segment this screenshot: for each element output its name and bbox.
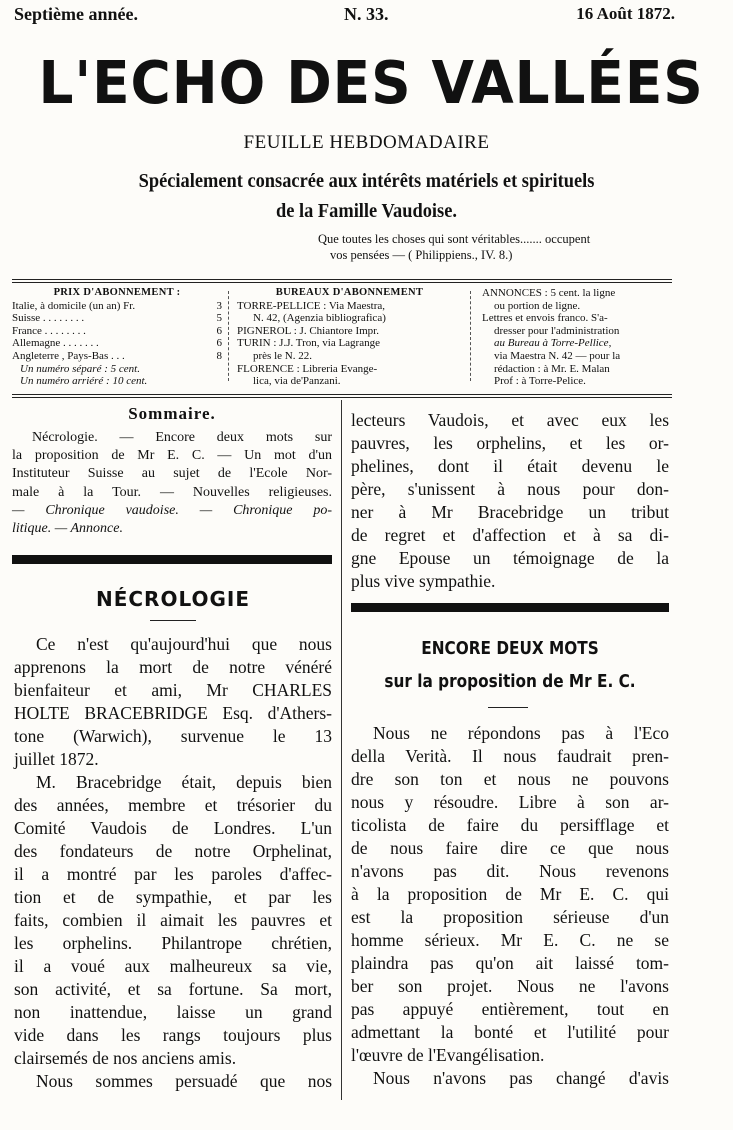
text-line: de nous faire dire ce que nous [351,838,669,858]
epigraph [318,231,590,263]
text-line: ner à Mr Bracebridge un tribut [351,502,669,522]
text-line: HOLTE BRACEBRIDGE Esq. d'Athers- [14,703,332,723]
text-line: pas appuyé entièrement, tout en [351,999,669,1019]
column-separator [228,291,229,381]
divider-rule [12,282,672,283]
text-line: non inattendue, laisse un grand [14,1002,332,1022]
necrologie-text [14,633,332,1093]
text-line: est la proposition sérieuse d'un [351,907,669,927]
newspaper-subtitle: FEUILLE HEBDOMADAIRE [243,132,490,153]
sommaire-line: Instituteur Suisse au sujet de l'Ecole Nor- [12,466,332,482]
text-line: della Verità. Il nous faudrait pren- [351,746,669,766]
text-line: plus vive sympathie. [351,571,496,591]
notice-line: ou portion de ligne. [494,299,581,312]
notice-line: dresser pour l'administration [494,324,620,337]
text-line: juillet 1872. [14,749,99,769]
text-line: ticolista de faire du persifflage et [351,815,669,835]
office-line: TORRE-PELLICE : Via Maestra, [237,299,386,312]
price-label: France . . . . . . . . [12,324,86,337]
notice-line: via Maestra N. 42 — pour la [494,349,621,362]
notice-line: rédaction : à Mr. E. Malan [494,362,610,375]
text-line: apprenons la mort de notre vénéré [14,657,332,677]
text-line: homme sérieux. Mr E. C. ne se [351,930,669,950]
office-line: FLORENCE : Libreria Evange- [237,362,378,375]
issue-year: Septième année. [14,4,138,24]
epigraph-line-2: vos pensées — ( Philippiens., IV. 8.) [330,248,513,262]
text-line: bienfaiteur et ami, Mr CHARLES [14,680,332,700]
text-line: M. Bracebridge était, depuis bien [36,772,332,792]
prices-title: PRIX D'ABONNEMENT : [53,287,181,298]
price-value: 5 [216,312,222,325]
text-line: vide dans les rangs toujours plus [14,1025,332,1045]
text-line: n'avons pas dit. Nous revenons [351,861,669,881]
encore-heading: ENCORE DEUX MOTS [421,638,599,659]
prices-column [12,287,222,388]
text-line: ber son projet. Nous ne l'avons [351,976,669,996]
purpose-line-1: Spécialement consacrée aux intérêts matériels et spirituels [138,170,595,192]
encore-text [351,722,669,1090]
office-line: TURIN : J.J. Tron, via Lagrange [237,337,380,350]
back-issue-price: Un numéro arriéré : 10 cent. [20,375,148,388]
text-line: de regret et d'affection et à sa di- [351,525,669,545]
notice-line: Lettres et envois franco. S'a- [482,312,608,325]
column-rule [341,400,342,1100]
text-line: clairsemés de nos anciens amis. [14,1048,237,1068]
price-label: Allemagne . . . . . . . [12,337,99,350]
sommaire-line: — Chronique vaudoise. — Chronique po- [12,502,332,518]
text-line: Comité Vaudois de Londres. L'un [14,818,332,838]
price-value: 8 [216,349,222,362]
divider-rule [12,279,672,280]
price-label: Italie, à domicile (un an) Fr. [12,299,136,312]
encore-subheading: sur la proposition de Mr E. C. [384,671,636,692]
price-row [12,325,222,338]
price-row [12,312,222,325]
necrologie-heading: NÉCROLOGIE [95,587,251,611]
text-line: l'œuvre de l'Evangélisation. [351,1045,545,1065]
text-line: tion et de sympathie, et par les [14,887,332,907]
price-row [12,350,222,363]
price-value: 6 [216,337,222,350]
text-line: il a montré par les paroles d'affec- [14,864,332,884]
text-line: Nous sommes persuadé que nos [36,1071,332,1091]
heading-rule [488,707,528,708]
office-line: près le N. 22. [253,349,312,362]
issue-info-line [14,4,675,26]
sommaire-title: Sommaire. [128,404,216,423]
section-bar [351,603,669,612]
issue-number: N. 33. [344,4,389,24]
sommaire-line: la proposition de Mr E. C. — Un mot d'un [12,448,332,464]
newspaper-title: L'ECHO DES VALLÉES [38,48,704,117]
text-line: tone (Warwich), survenue le 13 [14,726,332,746]
price-label: Suisse . . . . . . . . [12,312,85,325]
text-line: gne Epouse un témoignage de la [351,548,669,568]
text-line: Ce n'est qu'aujourd'hui que nous [36,634,332,654]
notice-line: Prof : à Torre-Pelice. [494,375,586,388]
text-line: son activité, et sa fortune. Sa mort, [14,979,332,999]
text-line: pauvres, les orphelins, et les or- [351,433,669,453]
sommaire-line: litique. — Annonce. [12,521,123,537]
price-row [12,300,222,313]
text-line: les orphelins. Philantrope chrétien, [14,933,332,953]
text-line: Nous n'avons pas changé d'avis [373,1068,669,1088]
column-separator [470,291,471,381]
notices-column [482,287,672,388]
offices-title: BUREAUX D'ABONNEMENT [275,287,424,298]
sommaire-text [12,429,332,538]
notice-line: au Bureau à Torre-Pellice, [494,337,612,350]
purpose-line-2: de la Famille Vaudoise. [276,200,457,222]
text-line: admettant la bonté et l'utilité pour [351,1022,669,1042]
price-label: Angleterre , Pays-Bas . . . [12,349,125,362]
price-row [12,337,222,350]
issue-date: 16 Août 1872. [576,4,675,23]
text-line: il a voué aux malheureux sa vie, [14,956,332,976]
text-line: faits, combien il aimait les pauvres et [14,910,332,930]
section-bar [12,555,332,564]
necrologie-continued [351,409,669,593]
text-line: nous y résoudre. Libre à son ar- [351,792,669,812]
offices-column [237,287,462,388]
notice-line: ANNONCES : 5 cent. la ligne [482,287,616,299]
heading-rule [150,620,196,621]
sommaire-line: Nécrologie. — Encore deux mots sur [32,430,332,445]
single-issue-price: Un numéro séparé : 5 cent. [20,362,140,375]
text-line: Nous ne répondons pas à l'Eco [373,723,669,743]
price-value: 3 [216,299,222,312]
text-line: des années, membre et trésorier du [14,795,332,815]
text-line: dre son ton et nous ne pouvons [351,769,669,789]
divider-rule [12,397,672,398]
text-line: père, s'unissent à nous pour don- [351,479,669,499]
office-line: N. 42, (Agenzia bibliografica) [253,312,386,325]
sommaire-line: male à la Tour. — Nouvelles religieuses. [12,484,332,500]
office-line: PIGNEROL : J. Chiantore Impr. [237,324,379,337]
text-line: lecteurs Vaudois, et avec eux les [351,410,669,430]
office-line: lica, via de'Panzani. [253,375,341,388]
text-line: phelines, dont il était devenu le [351,456,669,476]
price-value: 6 [216,324,222,337]
epigraph-line-1: Que toutes les choses qui sont véritables....... occupent [318,232,591,246]
text-line: plaindra pas qu'on ait laissé tom- [351,953,669,973]
subscription-block [12,287,672,387]
text-line: à la proposition de Mr E. C. qui [351,884,669,904]
text-line: des fondateurs de notre Orphelinat, [14,841,332,861]
divider-rule [12,394,672,395]
